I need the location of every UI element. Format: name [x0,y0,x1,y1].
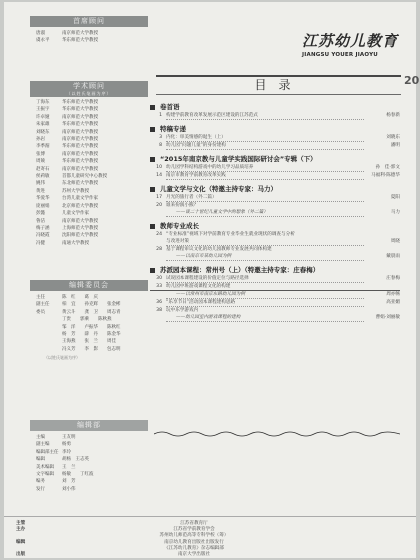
table-of-contents [150,98,400,322]
toc-section-title: 卷首语 [160,103,180,111]
person-value: 上海师范大学教授 [62,225,98,231]
toc-entry-title: 幼儿园中班游戏课程文化的构建 [166,284,231,289]
footer-label: 出版 [16,552,26,557]
person-row [30,143,148,150]
footer-label: 主管 [16,521,26,526]
toc-entry-title: 幼儿园学科结构游戏中的幼儿学习品质培养 [166,164,364,172]
person-value: 王友明 [62,435,76,440]
toc-entry [150,112,400,120]
academic-advisor-section [30,81,148,247]
footer-value: 《江苏幼儿教育》杂志编辑部 [164,545,224,551]
toc-entry-title: “乐享节日”活动园本课程建构思路 [166,299,364,307]
person-value: 华东师范大学教授 [62,122,98,128]
section-header: 首席顾问 [30,16,148,27]
person-value: 柏 宜 孙克辉 张金彬 [62,302,121,308]
person-row [30,210,148,217]
toc-page-number: 1 [159,113,162,118]
role-label: 主任 [36,295,45,300]
footer-value: 南京幼儿教育出版社出版发行 [164,539,224,545]
toc-page-number [150,291,166,299]
role-label: 编辑 [36,457,45,463]
toc-section [150,103,400,120]
person-row [30,456,148,463]
toc-entry-author: 高亚媚 [386,300,400,305]
person-row [30,225,148,232]
role-label: 编务 [36,479,45,485]
person-value: 冯义芳 李 影 包志明 [62,346,121,352]
toc-entry-title: 基于课程审议文化的幼儿园教师专业发展共同体构建 [166,247,272,252]
person-row [30,30,148,37]
person-row [30,331,148,338]
square-bullet-icon [150,187,155,192]
role-label: 冯晓霞 [36,233,50,239]
person-value: 东北师范大学教授 [62,181,98,187]
person-row [30,99,148,106]
role-label: 编辑部主任 [36,449,59,455]
person-row [30,121,148,128]
toc-section [150,155,400,180]
toc-entry [150,142,400,150]
role-label: 主编 [36,435,45,440]
toc-section-title: 特稿专递 [160,125,186,133]
person-row [30,309,148,316]
role-label: 美术编辑 [36,464,54,470]
person-row [30,37,148,44]
toc-section-header [150,103,400,112]
toc-page-number: 8 [159,143,162,148]
toc-entry [150,253,400,261]
toc-section-header [150,125,400,134]
footer-value: 江苏省教育厅 [180,521,208,526]
square-bullet-icon [150,157,155,162]
toc-entry [150,307,400,314]
person-row [30,218,148,225]
toc-entry [150,238,400,246]
square-bullet-icon [150,127,155,132]
toc-entry-title: ——以常州市南京东路幼儿园为例 [166,291,364,299]
section-header [30,81,148,97]
person-row [30,151,148,158]
toc-entry-author: 周亦畅 [386,292,400,297]
toc-section-title: 苏派园本课程：常州号（上）（特邀主持专家：庄春梅） [160,266,320,274]
person-row [30,294,148,301]
journal-title-pinyin: JIANGSU YOUER JIAOYU [302,52,378,58]
person-row [30,106,148,113]
role-label: 张博 [36,151,45,157]
toc-entry-author: 夏阳 [390,195,400,200]
person-value: 南京师范大学教授 [62,114,98,120]
toc-entry-title: 与改进对策 [166,238,364,246]
footer-value: 苏州幼儿师范高等专科学校（筹） [159,533,229,539]
toc-entry [150,209,400,217]
person-row [30,180,148,187]
toc-section-header [150,222,400,231]
section-header: 编辑委员会 [30,280,148,291]
toc-entry [150,314,400,322]
toc-page-number: 30 [156,276,162,281]
role-label: 侯莉敏 [36,174,50,180]
toc-entry-title: ——以南京市某幼儿园为例 [166,253,364,261]
toc-entry [150,275,400,283]
toc-entry [150,246,400,253]
role-label: 唐淑 [36,31,45,36]
toc-page-number [150,314,166,322]
person-value: 刘小伟 [62,486,76,492]
toc-entry [150,202,400,209]
role-label: 许卓娅 [36,114,50,120]
role-label: 黄进 [36,188,45,194]
toc-section-title: “2015年南京教与儿童学实践国际研讨会”专辑（下） [160,155,317,163]
person-value: 王 兰 [62,464,76,470]
role-label: 庞丽娟 [36,203,50,209]
footer-label: 编辑 [16,539,26,545]
toc-entry-author [364,202,400,209]
toc-entry-author [364,307,400,314]
toc-section-title: 儿童文学与文化（特邀主持专家：马力） [160,185,277,193]
toc-entry-author: 马力 [390,210,400,215]
role-label: 文字编辑 [36,472,54,478]
left-masthead-column [30,2,148,517]
person-row [30,136,148,143]
footer-label: 主办 [16,527,26,533]
toc-entry-title: ——幼儿园室内游戏课程的建构 [166,314,364,322]
person-value: 台湾儿童文学作家 [62,196,98,202]
toc-entry-title: “专业标准”视域下对学前教育专业毕业生就业现状的调查与分析 [166,232,295,237]
role-label: 孙岩 [36,137,45,143]
role-label: 丁海东 [36,100,50,105]
pen-squiggle-mark [154,429,400,439]
toc-entry [150,134,400,142]
role-label: 李季湄 [36,144,50,150]
person-row [30,301,148,308]
person-value: 华东师范大学教授 [62,144,98,150]
person-value: 南京师范大学教授 [62,151,98,157]
toc-entry-author: 潘明 [390,143,400,148]
role-label: 委员 [36,309,45,315]
person-row [30,232,148,239]
person-value: 南京师范大学教授 [62,31,98,36]
person-row [30,158,148,165]
person-row [30,449,148,456]
person-value: 刘 芳 [62,479,76,485]
person-row [30,471,148,478]
toc-entry-title: 玩中乐学游戏内 [166,308,199,313]
toc-page-number [150,209,166,217]
toc-section-header [150,266,400,275]
person-value: 华东师范大学教授 [62,100,98,105]
toc-entry-author [364,246,400,253]
toc-entry-author: 马福利·陈德华 [370,173,400,178]
person-value: 苏州大学教授 [62,188,89,194]
role-label: 虞永平 [36,38,50,44]
toc-entry-title: 月光的旅行者（外二篇） [166,194,364,202]
person-value: 陈 红 葛 庆 [62,295,98,300]
person-value: 李玲 [62,449,71,455]
toc-entry-title: ——谈二十世纪儿童文学中的想象（外二篇） [166,209,364,217]
toc-entry-author: 庄春梅 [386,276,400,281]
person-value: 黄云斗 龚 卫 周志青 [62,309,121,315]
toc-entry [150,164,400,172]
role-label: 王振宇 [36,107,50,113]
person-row [30,316,148,323]
toc-page-number: 24 [156,232,162,237]
toc-page-number: 10 [156,165,162,170]
board-note: （以姓氏笔画为序） [44,355,80,361]
toc-page-number: 20 [156,203,162,208]
toc-page-number: 38 [156,308,162,313]
person-value: 胡杨 王志英 [62,457,89,463]
section-title: 学术顾问 [73,82,105,90]
toc-page-number [150,238,166,246]
person-value: 南通大学教授 [62,240,89,246]
person-row [30,114,148,121]
square-bullet-icon [150,224,155,229]
toc-entry-author: 杨春新 [386,113,400,118]
person-row [30,346,148,353]
toc-section-header [150,185,400,194]
person-row [30,464,148,471]
role-label: 赵寄石 [36,166,50,172]
toc-entry-author: 曹娟·刘丽敏 [375,315,400,320]
section-header: 编辑部 [30,420,148,431]
toc-entry-author: 戴晨雨 [386,254,400,259]
toc-entry [150,172,400,180]
toc-entry [150,299,400,307]
role-label: 刘晓东 [36,129,50,135]
toc-entry-title: 内化：审美情感的诞生（上） [166,134,364,142]
toc-section [150,222,400,261]
role-label: 鲁洁 [36,218,45,224]
toc-entry-author: 刘晓东 [386,135,400,140]
person-value: 儿童文学作家 [62,211,89,217]
person-value: 杨勇 [62,442,71,448]
toc-entry [150,291,400,299]
toc-entry [150,231,400,238]
person-value: 南京师范大学教授 [62,218,98,224]
toc-entry-author: 周晓 [390,239,400,244]
square-bullet-icon [150,105,155,110]
person-value: 南京师范大学教授 [62,129,98,135]
toc-section [150,185,400,217]
toc-section [150,266,400,322]
role-label: 姚伟 [36,181,45,187]
person-value: 首都儿童研究中心教授 [62,174,107,180]
publication-info-footer [4,516,416,559]
toc-entry-author: 孙 佳·郭文 [375,165,400,170]
toc-page-number [150,253,166,261]
person-row [30,166,148,173]
journal-title: 江苏幼儿教育 [302,32,399,50]
person-value: 杨 芳 薛 丹 陈金华 [62,332,121,338]
journal-page [4,2,420,558]
person-value: 丁贵 郭乘 陈秋燕 [62,317,112,323]
toc-entry-author [364,283,400,290]
person-value: 华东师范大学教授 [62,107,98,113]
toc-entry-title: 构建学前教育改革发展示范区建设的江苏范式 [166,112,364,120]
toc-page-number: 17 [156,195,162,200]
toc-section-title: 教师专业成长 [160,222,199,230]
person-value: 北京师范大学教授 [62,203,98,209]
person-row [30,129,148,136]
person-row [30,338,148,345]
person-value: 杨敏 丁红波 [62,472,94,478]
person-row [30,324,148,331]
role-label: 华爱华 [36,196,50,202]
person-row [30,188,148,195]
role-label: 副主编 [36,442,50,448]
person-row [30,173,148,180]
toc-entry-author [364,231,400,238]
toc-page-number: 28 [156,247,162,252]
footer-value: 南京大学出版社 [177,552,211,557]
person-value: 邹 洋 卢振华 陈秋红 [62,324,121,330]
toc-section [150,125,400,150]
person-value: 华东师范大学教授 [62,38,98,44]
person-value: 华东师范大学教授 [62,159,98,165]
role-label: 周兢 [36,159,45,165]
toc-entry-title: 试说园本课程建设的价值定位与路径选择 [166,275,364,283]
role-label: 发行 [36,486,45,492]
section-subtitle: （以姓氏笔画为序） [66,91,112,96]
role-label: 冯健 [36,240,45,246]
person-row [30,441,148,448]
person-row [30,434,148,441]
toc-entry [150,283,400,291]
toc-heading: 目录 [156,75,401,95]
role-label: 朱家雄 [36,122,50,128]
person-row [30,203,148,210]
person-row [30,195,148,202]
editorial-office-section [30,420,148,493]
person-value: 南京师范大学教授 [62,166,98,172]
masthead [302,30,412,58]
person-value: 沈阳师范大学教授 [62,233,98,239]
page-number: 20 [404,74,420,87]
person-value: 王海燕 张 兰 周佳 [62,339,116,345]
footer-value: 江苏省学前教育学会 [173,527,215,533]
toc-page-number: 3 [159,135,162,140]
honorary-advisor-section [30,16,148,45]
editorial-board-section [30,280,148,361]
role-label: 梅子涵 [36,225,50,231]
person-value: 南京师范大学教授 [62,137,98,143]
role-label: 彭懿 [36,211,45,217]
toc-entry-title: 谁来扮演小熊？ [166,203,199,208]
toc-section-header [150,155,400,164]
toc-page-number: 33 [156,284,162,289]
person-row [30,478,148,485]
person-row [30,486,148,493]
person-row [30,240,148,247]
toc-entry-title: 南京市教育学前教育改革实践 [166,172,364,180]
toc-page-number: 14 [156,173,162,178]
square-bullet-icon [150,268,155,273]
role-label: 副主任 [36,302,50,308]
toc-entry [150,194,400,202]
toc-entry-title: 幼儿园“问题儿童”的身份建构 [166,142,364,150]
toc-page-number: 36 [156,300,162,305]
